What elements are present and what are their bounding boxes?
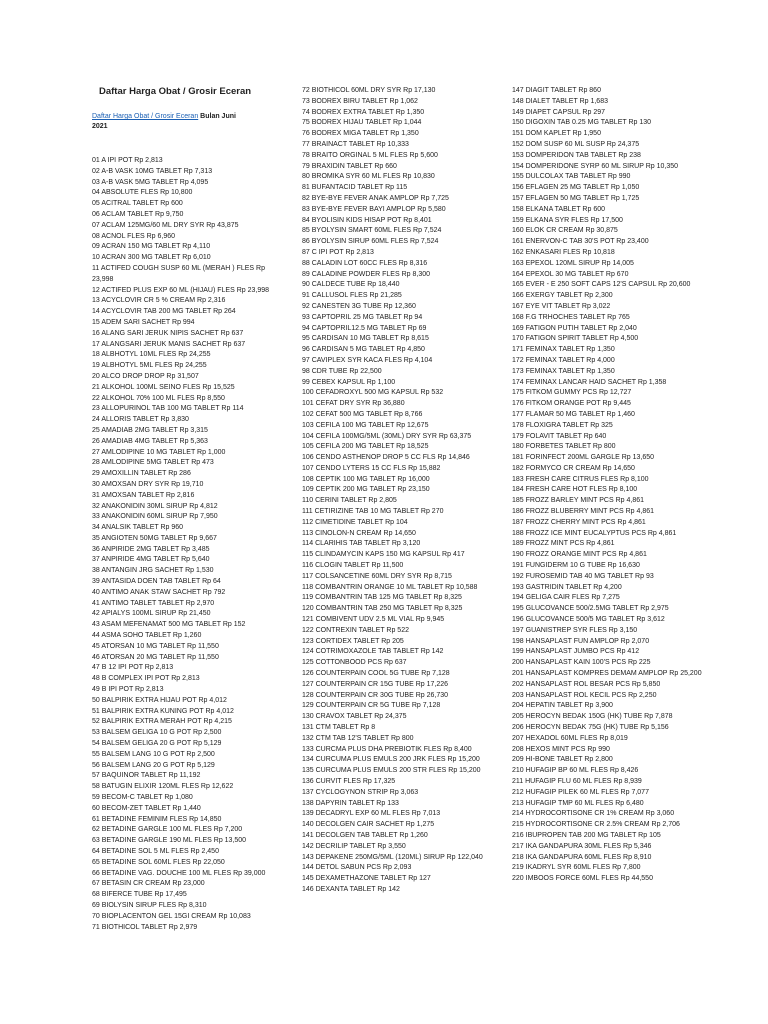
list-item: 51 BALPIRIK EXTRA KUNING POT Rp 4,012: [92, 707, 234, 715]
list-item: 149 DIAPET CAPSUL Rp 297: [512, 108, 605, 116]
list-item: 55 BALSEM LANG 10 G POT Rp 2,500: [92, 750, 215, 758]
list-item: 132 CTM TAB 12'S TABLET Rp 800: [302, 734, 414, 742]
list-item: 217 IKA GANDAPURA 30ML FLES Rp 5,346: [512, 842, 652, 850]
list-item: 136 CURVIT FLES Rp 17,325: [302, 778, 396, 785]
list-item: 34 ANALSIK TABLET Rp 960: [92, 524, 184, 532]
list-item: 170 FATIGON SPIRIT TABLET Rp 4,500: [512, 335, 639, 343]
list-item: 165 EVER - E 250 SOFT CAPS 12'S CAPSUL Rp 20,600: [512, 281, 691, 289]
list-item: 129 COUNTERPAIN CR 5G TUBE Rp 7,128: [302, 702, 441, 710]
list-item: 11 ACTIFED COUGH SUSP 60 ML (MERAH ) FLES Rp 23,998: [92, 264, 265, 283]
list-item: 101 CEFAT DRY SYR Rp 36,880: [302, 400, 405, 408]
list-item: 171 FEMINAX TABLET Rp 1,350: [512, 346, 615, 354]
list-item: 167 EYE VIT TABLET Rp 3,022: [512, 302, 611, 310]
list-item: 180 FORBETES TABLET Rp 800: [512, 443, 616, 451]
list-item: 09 ACRAN 150 MG TABLET Rp 4,110: [92, 243, 211, 251]
list-item: 39 ANTASIDA DOEN TAB TABLET Rp 64: [92, 578, 221, 586]
list-item: 185 FROZZ BARLEY MINT PCS Rp 4,861: [512, 497, 645, 505]
list-item: 120 COMBANTRIN TAB 250 MG TABLET Rp 8,325: [302, 605, 463, 613]
list-item: 54 BALSEM GELIGA 20 G POT Rp 5,129: [92, 740, 222, 748]
list-item: 157 EFLAGEN 50 MG TABLET Rp 1,725: [512, 194, 640, 202]
list-item: 108 CEPTIK 100 MG TABLET Rp 16,000: [302, 475, 430, 483]
list-item: 01 A IPI POT Rp 2,813: [92, 157, 163, 164]
list-item: 106 CENDO ASTHENOP DROP 5 CC FLS Rp 14,846: [302, 454, 470, 462]
list-item: 191 FUNGIDERM 10 G TUBE Rp 16,630: [512, 562, 640, 570]
list-item: 08 ACNOL FLES Rp 6,960: [92, 232, 176, 240]
list-item: 204 HEPATIN TABLET Rp 3,900: [512, 702, 613, 710]
list-item: 138 DAPYRIN TABLET Rp 133: [302, 799, 399, 807]
list-item: 151 DOM KAPLET Rp 1,950: [512, 130, 601, 138]
list-item: 17 ALANGSARI JERUK MANIS SACHET Rp 637: [92, 340, 246, 348]
list-item: 05 ACITRAL TABLET Rp 600: [92, 200, 183, 208]
list-item: 173 FEMINAX TABLET Rp 1,350: [512, 367, 615, 375]
column-2: [302, 86, 498, 896]
list-item: 166 EXERGY TABLET Rp 2,300: [512, 292, 613, 300]
list-item: 135 CURCUMA PLUS EMULS 200 STR FLES Rp 15,200: [302, 767, 481, 775]
list-item: 93 CAPTOPRIL 25 MG TABLET Rp 94: [302, 313, 423, 321]
list-item: 76 BODREX MIGA TABLET Rp 1,350: [302, 130, 419, 138]
list-item: 150 DIGOXIN TAB 0.25 MG TABLET Rp 130: [512, 119, 652, 127]
list-item: 201 HANSAPLAST KOMPRES DEMAM AMPLOP Rp 25,200: [512, 670, 702, 678]
list-item: 12 ACTIFED PLUS EXP 60 ML (HIJAU) FLES Rp 23,998: [92, 286, 270, 294]
list-item: 77 BRAINACT TABLET Rp 10,333: [302, 140, 409, 148]
list-item: 219 IKADRYL SYR 60ML FLES Rp 7,800: [512, 864, 641, 872]
list-item: 82 BYE-BYE FEVER ANAK AMPLOP Rp 7,725: [302, 194, 449, 202]
list-item: 109 CEPTIK 200 MG TABLET Rp 23,150: [302, 486, 430, 494]
list-item: 67 BETASIN CR CREAM Rp 23,000: [92, 880, 205, 888]
list-item: 15 ADEM SARI SACHET Rp 994: [92, 318, 195, 326]
list-item: 127 COUNTERPAIN CR 15G TUBE Rp 17,226: [302, 680, 449, 688]
list-item: 206 HEROCYN BEDAK 75G (HK) TUBE Rp 5,156: [512, 724, 669, 732]
list-item: 10 ACRAN 300 MG TABLET Rp 6,010: [92, 254, 211, 262]
list-item: 95 CARDISAN 10 MG TABLET Rp 8,615: [302, 335, 429, 343]
list-item: 142 DECRILIP TABLET Rp 3,550: [302, 842, 406, 850]
list-item: 125 COTTONBOOD PCS Rp 637: [302, 659, 407, 667]
list-item: 36 ANPIRIDE 2MG TABLET Rp 3,485: [92, 545, 210, 553]
list-item: 87 C IPI POT Rp 2,813: [302, 248, 374, 256]
list-item: 169 FATIGON PUTIH TABLET Rp 2,040: [512, 324, 637, 332]
list-item: 71 BIOTHICOL TABLET Rp 2,979: [92, 923, 198, 931]
list-item: 111 CETIRIZINE TAB 10 MG TABLET Rp 270: [302, 508, 444, 516]
list-item: 63 BETADINE GARGLE 190 ML FLES Rp 13,500: [92, 837, 247, 845]
list-item: 139 DECADRYL EXP 60 ML FLES Rp 7,013: [302, 810, 441, 818]
list-item: 53 BALSEM GELIGA 10 G POT Rp 2,500: [92, 729, 222, 737]
list-item: 209 HI-BONE TABLET Rp 2,800: [512, 756, 613, 764]
list-item: 94 CAPTOPRIL12.5 MG TABLET Rp 69: [302, 324, 427, 332]
list-item: 176 FITKOM ORANGE POT Rp 9,445: [512, 400, 631, 408]
list-item: 155 DULCOLAX TAB TABLET Rp 990: [512, 173, 631, 181]
list-item: 143 DEPAKENE 250MG/5ML (120ML) SIRUP Rp 122,040: [302, 853, 483, 861]
list-item: 57 BAQUINOR TABLET Rp 11,192: [92, 772, 201, 780]
list-item: 199 HANSAPLAST JUMBO PCS Rp 412: [512, 648, 640, 656]
price-list-2: [302, 86, 498, 896]
subtitle: [92, 112, 252, 132]
list-item: 98 CDR TUBE Rp 22,500: [302, 367, 382, 375]
list-item: 137 CYCLOGYNON STRIP Rp 3,063: [302, 788, 419, 796]
list-item: 121 COMBIVENT UDV 2.5 ML VIAL Rp 9,945: [302, 616, 445, 624]
list-item: 216 IBUPROPEN TAB 200 MG TABLET Rp 105: [512, 831, 661, 839]
list-item: 124 COTRIMOXAZOLE TAB TABLET Rp 142: [302, 648, 444, 656]
list-item: 56 BALSEM LANG 20 G POT Rp 5,129: [92, 761, 215, 769]
list-item: 202 HANSAPLAST ROL BESAR PCS Rp 5,850: [512, 680, 661, 688]
list-item: 196 GLUCOVANCE 500/5 MG TABLET Rp 3,612: [512, 616, 665, 624]
list-item: 58 BATUGIN ELIXIR 120ML FLES Rp 12,622: [92, 783, 234, 791]
list-item: 29 AMOXILLIN TABLET Rp 286: [92, 470, 191, 478]
list-item: 213 HUFAGIP TMP 60 ML FLES Rp 6,480: [512, 799, 644, 807]
list-item: 113 CINOLON-N CREAM Rp 14,650: [302, 529, 416, 537]
list-item: 148 DIALET TABLET Rp 1,683: [512, 97, 608, 105]
price-list-3: [512, 86, 708, 885]
list-item: 104 CEFILA 100MG/5ML (30ML) DRY SYR Rp 63,375: [302, 432, 472, 440]
list-item: 117 COLSANCETINE 60ML DRY SYR Rp 8,715: [302, 572, 452, 580]
list-item: 02 A-B VASK 10MG TABLET Rp 7,313: [92, 167, 213, 175]
list-item: 194 GELIGA CAIR FLES Rp 7,275: [512, 594, 620, 602]
list-item: 212 HUFAGIP PILEK 60 ML FLES Rp 7,077: [512, 788, 649, 796]
list-item: 33 ANAKONIDIN 60ML SIRUP Rp 7,950: [92, 513, 218, 521]
list-item: 69 BIOLYSIN SIRUP FLES Rp 8,310: [92, 901, 207, 909]
list-item: 50 BALPIRIK EXTRA HIJAU POT Rp 4,012: [92, 696, 227, 704]
list-item: 112 CIMETIDINE TABLET Rp 104: [302, 518, 408, 526]
list-item: 134 CURCUMA PLUS EMULS 200 JRK FLES Rp 15,200: [302, 756, 480, 764]
list-item: 160 ELOK CR CREAM Rp 30,875: [512, 227, 618, 235]
list-item: 79 BRAXIDIN TABLET Rp 660: [302, 162, 397, 170]
list-item: 115 CLINDAMYCIN KAPS 150 MG KAPSUL Rp 417: [302, 551, 465, 559]
list-item: 205 HEROCYN BEDAK 150G (HK) TUBE Rp 7,878: [512, 713, 673, 721]
list-item: 26 AMADIAB 4MG TABLET Rp 5,363: [92, 437, 208, 445]
list-item: 61 BETADINE FEMINIM FLES Rp 14,850: [92, 815, 222, 823]
list-item: 133 CURCMA PLUS DHA PREBIOTIK FLES Rp 8,400: [302, 745, 472, 753]
list-item: 105 CEFILA 200 MG TABLET Rp 18,525: [302, 443, 429, 451]
list-item: 130 CRAVOX TABLET Rp 24,375: [302, 713, 407, 721]
list-item: 110 CERINI TABLET Rp 2,805: [302, 497, 397, 505]
list-item: 184 FRESH CARE HOT FLES Rp 8,100: [512, 486, 638, 494]
list-item: 91 CALLUSOL FLES Rp 21,285: [302, 292, 402, 300]
list-item: 48 B COMPLEX IPI POT Rp 2,813: [92, 675, 200, 683]
list-item: 147 DIAGIT TABLET Rp 860: [512, 87, 601, 94]
list-item: 193 GASTRIDIN TABLET Rp 4,200: [512, 583, 622, 591]
list-item: 27 AMLODIPINE 10 MG TABLET Rp 1,000: [92, 448, 226, 456]
list-item: 46 ATORSAN 20 MG TABLET Rp 11,550: [92, 653, 219, 661]
list-item: 30 AMOXSAN DRY SYR Rp 19,710: [92, 480, 204, 488]
list-item: 28 AMLODIPINE 5MG TABLET Rp 473: [92, 459, 214, 467]
list-item: 214 HYDROCORTISONE CR 1% CREAM Rp 3,060: [512, 810, 675, 818]
list-item: 102 CEFAT 500 MG TABLET Rp 8,766: [302, 410, 423, 418]
list-item: 83 BYE-BYE FEVER BAYI AMPLOP Rp 5,580: [302, 205, 446, 213]
list-item: 13 ACYCLOVIR CR 5 % CREAM Rp 2,316: [92, 297, 226, 305]
list-item: 159 ELKANA SYR FLES Rp 17,500: [512, 216, 623, 224]
list-item: 220 IMBOOS FORCE 60ML FLES Rp 44,550: [512, 875, 653, 883]
list-item: 158 ELKANA TABLET Rp 600: [512, 205, 606, 213]
list-item: 62 BETADINE GARGLE 100 ML FLES Rp 7,200: [92, 826, 243, 834]
list-item: 70 BIOPLACENTON GEL 15GI CREAM Rp 10,083: [92, 912, 251, 920]
list-item: 03 A-B VASK 5MG TABLET Rp 4,095: [92, 178, 209, 186]
list-item: 90 CALDECE TUBE Rp 18,440: [302, 281, 400, 289]
list-item: 153 DOMPERIDON TAB TABLET Rp 238: [512, 151, 641, 159]
list-item: 32 ANAKONIDIN 30ML SIRUP Rp 4,812: [92, 502, 218, 510]
column-3: [512, 86, 708, 885]
list-item: 187 FROZZ CHERRY MINT PCS Rp 4,861: [512, 518, 646, 526]
list-item: 49 B IPI POT Rp 2,813: [92, 686, 164, 694]
list-item: 161 ENERVON-C TAB 30'S POT Rp 23,400: [512, 238, 649, 246]
list-item: 73 BODREX BIRU TABLET Rp 1,062: [302, 97, 418, 105]
list-item: 31 AMOXSAN TABLET Rp 2,816: [92, 491, 195, 499]
list-item: 68 BIFERCE TUBE Rp 17,495: [92, 891, 187, 899]
list-item: 156 EFLAGEN 25 MG TABLET Rp 1,050: [512, 184, 640, 192]
list-item: 181 FORINFECT 200ML GARGLE Rp 13,650: [512, 454, 655, 462]
list-item: 21 ALKOHOL 100ML SEINO FLES Rp 15,525: [92, 383, 235, 391]
list-item: 210 HUFAGIP BP 60 ML FLES Rp 8,426: [512, 767, 639, 775]
list-item: 154 DOMPERIDONE SYRP 60 ML SIRUP Rp 10,350: [512, 162, 678, 170]
list-item: 114 CLARIHIS TAB TABLET Rp 3,120: [302, 540, 421, 548]
list-item: 84 BYOLISIN KIDS HISAP POT Rp 8,401: [302, 216, 432, 224]
list-item: 198 HANSAPLAST FUN AMPLOP Rp 2,070: [512, 637, 650, 645]
list-item: 200 HANSAPLAST KAIN 100'S PCS Rp 225: [512, 659, 651, 667]
list-item: 81 BUFANTACID TABLET Rp 115: [302, 184, 408, 192]
price-list-1: [92, 156, 282, 933]
list-item: 20 ALCO DROP DROP Rp 31,507: [92, 372, 199, 380]
list-item: 07 ACLAM 125MG/60 ML DRY SYR Rp 43,875: [92, 221, 239, 229]
list-item: 52 BALPIRIK EXTRA MERAH POT Rp 4,215: [92, 718, 232, 726]
list-item: 192 FUROSEMID TAB 40 MG TABLET Rp 93: [512, 572, 654, 580]
list-item: 182 FORMYCO CR CREAM Rp 14,650: [512, 464, 635, 472]
list-item: 175 FITKOM GUMMY PCS Rp 12,727: [512, 389, 632, 397]
list-item: 164 EPEXOL 30 MG TABLET Rp 670: [512, 270, 629, 278]
list-item: 97 CAVIPLEX SYR KACA FLES Rp 4,104: [302, 356, 433, 364]
list-item: 38 ANTANGIN JRG SACHET Rp 1,530: [92, 567, 214, 575]
list-item: 119 COMBANTRIN TAB 125 MG TABLET Rp 8,325: [302, 594, 462, 602]
list-item: 92 CANESTEN 3G TUBE Rp 12,360: [302, 302, 416, 310]
list-item: 86 BYOLYSIN SIRUP 60ML FLES Rp 7,524: [302, 238, 439, 246]
list-item: 189 FROZZ MINT PCS Rp 4,861: [512, 540, 615, 548]
list-item: 72 BIOTHICOL 60ML DRY SYR Rp 17,130: [302, 87, 436, 94]
list-item: 06 ACLAM TABLET Rp 9,750: [92, 210, 184, 218]
list-item: 16 ALANG SARI JERUK NIPIS SACHET Rp 637: [92, 329, 244, 337]
list-item: 22 ALKOHOL 70% 100 ML FLES Rp 8,550: [92, 394, 225, 402]
list-item: 47 B 12 IPI POT Rp 2,813: [92, 664, 174, 672]
list-item: 80 BROMIKA SYR 60 ML FLES Rp 10,830: [302, 173, 435, 181]
list-item: 195 GLUCOVANCE 500/2.5MG TABLET Rp 2,975: [512, 605, 669, 613]
list-item: 44 ASMA SOHO TABLET Rp 1,260: [92, 632, 202, 640]
list-item: 24 ALLORIS TABLET Rp 3,830: [92, 416, 189, 424]
list-item: 103 CEFILA 100 MG TABLET Rp 12,675: [302, 421, 429, 429]
list-item: 146 DEXANTA TABLET Rp 142: [302, 885, 400, 893]
list-item: 96 CARDISAN 5 MG TABLET Rp 4,850: [302, 346, 425, 354]
list-item: 45 ATORSAN 10 MG TABLET Rp 11,550: [92, 642, 219, 650]
list-item: 35 ANGIOTEN 50MG TABLET Rp 9,667: [92, 534, 217, 542]
list-item: 207 HEXADOL 60ML FLES Rp 8,019: [512, 734, 628, 742]
list-item: 107 CENDO LYTERS 15 CC FLS Rp 15,882: [302, 464, 441, 472]
list-item: 19 ALBHOTYL 5ML FLES Rp 24,255: [92, 362, 207, 370]
list-item: 40 ANTIMO ANAK STAW SACHET Rp 792: [92, 588, 226, 596]
list-item: 144 DETOL SABUN PCS Rp 2,093: [302, 864, 412, 872]
list-item: 41 ANTIMO TABLET TABLET Rp 2,970: [92, 599, 215, 607]
list-item: 203 HANSAPLAST ROL KECIL PCS Rp 2,250: [512, 691, 657, 699]
list-item: 85 BYOLYSIN SMART 60ML FLES Rp 7,524: [302, 227, 442, 235]
list-item: 188 FROZZ ICE MINT EUCALYPTUS PCS Rp 4,861: [512, 529, 677, 537]
list-item: 75 BODREX HIJAU TABLET Rp 1,044: [302, 119, 422, 127]
list-item: 74 BODREX EXTRA TABLET Rp 1,350: [302, 108, 425, 116]
list-item: 126 COUNTERPAIN COOL 5G TUBE Rp 7,128: [302, 670, 450, 678]
list-item: 65 BETADINE SOL 60ML FLES Rp 22,050: [92, 858, 225, 866]
list-item: 23 ALLOPURINOL TAB 100 MG TABLET Rp 114: [92, 405, 244, 413]
list-item: 174 FEMINAX LANCAR HAID SACHET Rp 1,358: [512, 378, 667, 386]
list-item: 172 FEMINAX TABLET Rp 4,000: [512, 356, 615, 364]
list-item: 162 ENKASARI FLES Rp 10,818: [512, 248, 615, 256]
list-item: 89 CALADINE POWDER FLES Rp 8,300: [302, 270, 430, 278]
list-item: 42 APIALYS 100ML SIRUP Rp 21,450: [92, 610, 211, 618]
list-item: 183 FRESH CARE CITRUS FLES Rp 8,100: [512, 475, 649, 483]
list-item: 208 HEXOS MINT PCS Rp 990: [512, 745, 610, 753]
list-item: 178 FLOXIGRA TABLET Rp 325: [512, 421, 613, 429]
page-title: Daftar Harga Obat / Grosir Eceran: [99, 86, 252, 97]
list-item: 60 BECOM-ZET TABLET Rp 1,440: [92, 804, 201, 812]
list-item: 66 BETADINE VAG. DOUCHE 100 ML FLES Rp 39,000: [92, 869, 266, 877]
list-item: 25 AMADIAB 2MG TABLET Rp 3,315: [92, 426, 208, 434]
list-item: 186 FROZZ BLUBERRY MINT PCS Rp 4,861: [512, 508, 654, 516]
list-item: 211 HUFAGIP FLU 60 ML FLES Rp 8,939: [512, 778, 642, 785]
list-item: 140 DECOLGEN CAIR SACHET Rp 1,275: [302, 821, 435, 829]
list-item: 37 ANPIRIDE 4MG TABLET Rp 5,640: [92, 556, 210, 564]
list-item: 218 IKA GANDAPURA 60ML FLES Rp 8,910: [512, 853, 652, 861]
list-item: 141 DECOLGEN TAB TABLET Rp 1,260: [302, 831, 428, 839]
subtitle-period: Bulan Juni 2021: [92, 113, 236, 130]
list-item: 145 DEXAMETHAZONE TABLET Rp 127: [302, 875, 431, 883]
list-item: 168 F.G TRHOCHES TABLET Rp 765: [512, 313, 630, 321]
list-item: 122 CONTREXIN TABLET Rp 522: [302, 626, 409, 634]
list-item: 100 CEFADROXYL 500 MG KAPSUL Rp 532: [302, 389, 444, 397]
list-item: 99 CEBEX KAPSUL Rp 1,100: [302, 378, 396, 386]
list-item: 88 CALADIN LOT 60CC FLES Rp 8,316: [302, 259, 428, 267]
list-item: 152 DOM SUSP 60 ML SUSP Rp 24,375: [512, 140, 640, 148]
list-item: 64 BETADINE SOL 5 ML FLES Rp 2,450: [92, 848, 219, 855]
list-item: 190 FROZZ ORANGE MINT PCS Rp 4,861: [512, 551, 647, 559]
list-item: 04 ABSOLUTE FLES Rp 10,800: [92, 189, 193, 197]
list-item: 179 FOLAVIT TABLET Rp 640: [512, 432, 607, 440]
list-item: 123 CORTIDEX TABLET Rp 205: [302, 637, 404, 645]
list-item: 131 CTM TABLET Rp 8: [302, 724, 376, 732]
list-item: 163 EPEXOL 120ML SIRUP Rp 14,005: [512, 259, 634, 267]
list-item: 14 ACYCLOVIR TAB 200 MG TABLET Rp 264: [92, 308, 236, 316]
list-item: 197 GUANISTREP SYR FLES Rp 3,150: [512, 626, 638, 634]
list-item: 128 COUNTERPAIN CR 30G TUBE Rp 26,730: [302, 691, 449, 699]
list-item: 215 HYDROCORTISONE CR 2.5% CREAM Rp 2,706: [512, 821, 680, 829]
list-item: 43 ASAM MEFENAMAT 500 MG TABLET Rp 152: [92, 621, 246, 629]
list-item: 177 FLAMAR 50 MG TABLET Rp 1,460: [512, 410, 635, 418]
list-item: 59 BECOM-C TABLET Rp 1,080: [92, 794, 193, 802]
list-item: 116 CLOGIN TABLET Rp 11,500: [302, 562, 404, 570]
list-item: 18 ALBHOTYL 10ML FLES Rp 24,255: [92, 351, 211, 359]
list-item: 118 COMBANTRIN ORANGE 10 ML TABLET Rp 10,588: [302, 583, 478, 591]
subtitle-link[interactable]: Daftar Harga Obat / Grosir Eceran: [92, 113, 199, 120]
list-item: 78 BRAITO ORGINAL 5 ML FLES Rp 5,600: [302, 151, 438, 159]
